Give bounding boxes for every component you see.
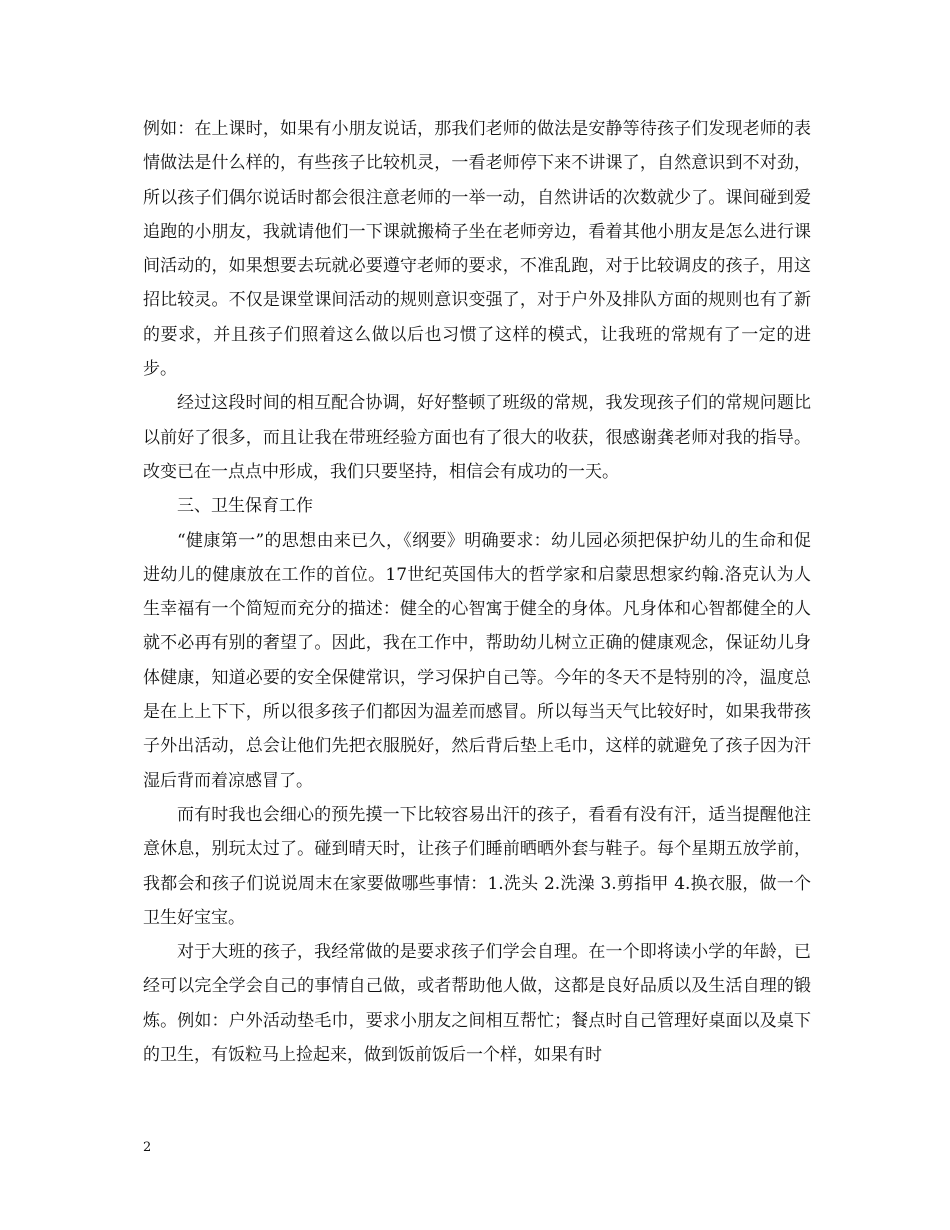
page-number: 2 (143, 1140, 152, 1155)
paragraph-self-care: 对于大班的孩子，我经常做的是要求孩子们学会自理。在一个即将读小学的年龄，已经可以完全学会自己的事情自己做，或者帮助他人做，这都是良好品质以及生活自理的锻炼。例如：户外活动垫毛巾，要求小朋友之间相互帮忙；餐点时自己管理好桌面以及桌下的卫生，有饭粒马上捡起来，做到饭前饭后一个样，如果有时 (143, 942, 811, 1066)
paragraph-reflection: 经过这段时间的相互配合协调，好好整顿了班级的常规，我发现孩子们的常规问题比以前好了很多，而且让我在带班经验方面也有了很大的收获，很感谢龚老师对我的指导。改变已在一点点中形成，我们只要坚持，相信会有成功的一天。 (143, 393, 811, 482)
section-heading-hygiene: 三、卫生保育工作 (177, 496, 313, 517)
paragraph-classroom-rules: 例如：在上课时，如果有小朋友说话，那我们老师的做法是安静等待孩子们发现老师的表情做法是什么样的，有些孩子比较机灵，一看老师停下来不讲课了，自然意识到不对劲，所以孩子们偶尔说话时都会很注意老师的一举一动，自然讲话的次数就少了。课间碰到爱追跑的小朋友，我就请他们一下课就搬椅子坐在老师旁边，看着其他小朋友是怎么进行课间活动的，如果想要去玩就必要遵守老师的要求，不准乱跑，对于比较调皮的孩子，用这招比较灵。不仅是课堂课间活动的规则意识变强了，对于户外及排队方面的规则也有了新的要求，并且孩子们照着这么做以后也习惯了这样的模式，让我班的常规有了一定的进步。 (143, 119, 811, 380)
paragraph-sweat-care: 而有时我也会细心的预先摸一下比较容易出汗的孩子，看看有没有汗，适当提醒他注意休息，别玩太过了。碰到晴天时，让孩子们睡前晒晒外套与鞋子。每个星期五放学前，我都会和孩子们说说周末在家要做哪些事情：1.洗头 2.洗澡 3.剪指甲 4.换衣服，做一个卫生好宝宝。 (143, 804, 811, 928)
paragraph-health-first: “健康第一”的思想由来已久，《纲要》明确要求：幼儿园必须把保护幼儿的生命和促进幼儿的健康放在工作的首位。17世纪英国伟大的哲学家和启蒙思想家约翰.洛克认为人生幸福有一个简短而充分的描述：健全的心智寓于健全的身体。凡身体和心智都健全的人就不必再有别的奢望了。因此，我在工作中，帮助幼儿树立正确的健康观念，保证幼儿身体健康，知道必要的安全保健常识，学习保护自己等。今年的冬天不是特别的冷，温度总是在上上下下，所以很多孩子们都因为温差而感冒。所以每当天气比较好时，如果我带孩子外出活动，总会让他们先把衣服脱好，然后背后垫上毛巾，这样的就避免了孩子因为汗湿后背而着凉感冒了。 (143, 530, 811, 791)
document-body (143, 112, 811, 1072)
